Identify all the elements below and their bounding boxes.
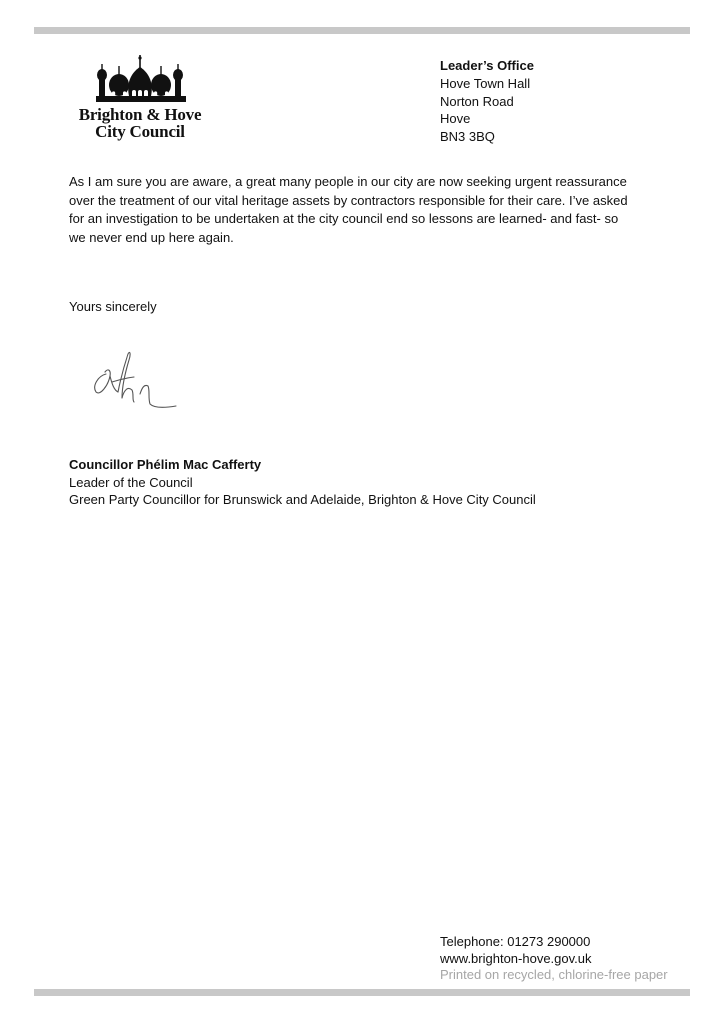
signatory-role: Leader of the Council — [69, 474, 193, 490]
logo-wordmark-line1: Brighton & Hove — [78, 105, 202, 124]
address-postcode: BN3 3BQ — [440, 129, 495, 145]
footer-website[interactable]: www.brighton-hove.gov.uk — [440, 950, 592, 966]
footer-contact — [440, 934, 668, 984]
address-line: Norton Road — [440, 93, 514, 109]
signatory-block — [69, 456, 536, 509]
letter-closing: Yours sincerely — [69, 299, 157, 314]
council-logo — [70, 52, 210, 144]
pavilion-domes-icon — [70, 52, 210, 106]
address-line: Hove Town Hall — [440, 75, 531, 91]
letter-body: As I am sure you are aware, a great many people in our city are now seeking urgent reassurance over the treatment of our vital heritage assets by contractors responsible for their care. I’ve asked for an investigation to be undertaken at the city council end so lessons are learned- and fast- so we never end up here again. — [69, 174, 628, 245]
sender-address — [440, 57, 534, 146]
top-rule — [34, 27, 690, 34]
footer-telephone: Telephone: 01273 290000 — [440, 934, 591, 949]
logo-wordmark-line2: City Council — [95, 122, 185, 141]
address-line: Hove — [440, 111, 471, 127]
footer-paper-note: Printed on recycled, chlorine-free paper — [440, 967, 668, 982]
signatory-affiliation: Green Party Councillor for Brunswick and Adelaide, Brighton & Hove City Council — [69, 492, 536, 507]
bottom-rule — [34, 989, 690, 996]
signatory-name: Councillor Phélim Mac Cafferty — [69, 457, 262, 472]
address-office: Leader’s Office — [440, 58, 534, 73]
handwritten-signature — [88, 346, 188, 412]
